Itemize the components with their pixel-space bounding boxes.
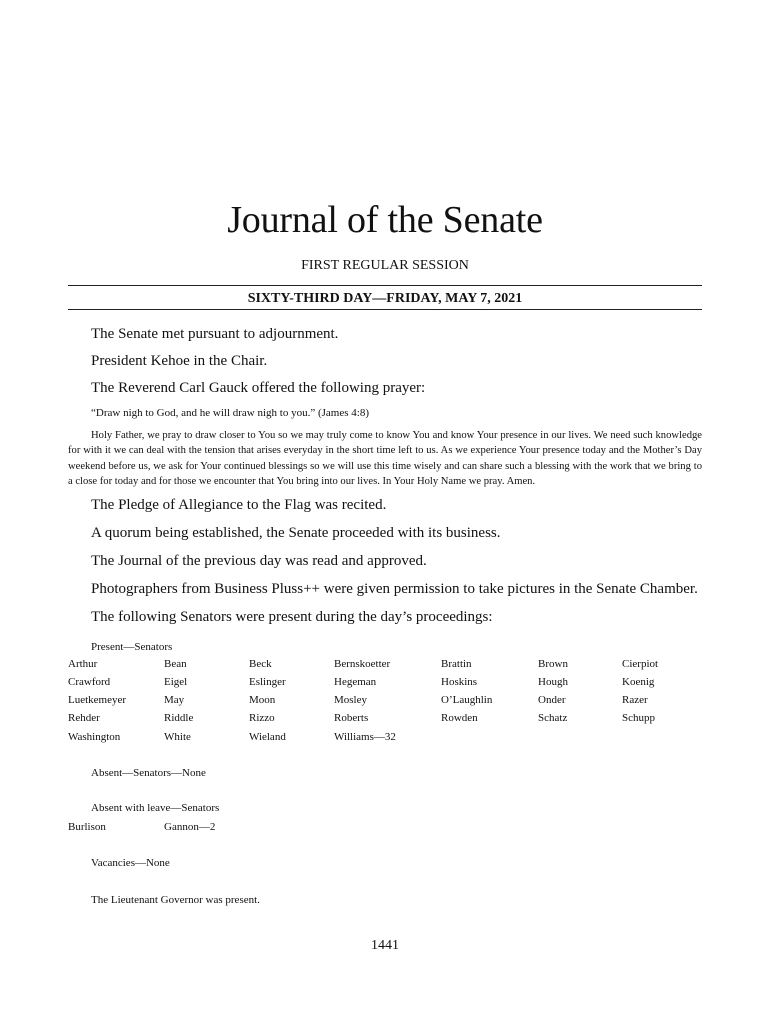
senator-name: Hegeman	[334, 676, 377, 688]
senator-name: Roberts	[334, 712, 369, 724]
senator-name: Schupp	[622, 712, 655, 724]
journal-title: Journal of the Senate	[227, 199, 543, 241]
senator-name: Eslinger	[249, 676, 286, 688]
page-number: 1441	[371, 938, 399, 953]
senator-name: Williams—32	[334, 731, 396, 743]
senator-name: Gannon—2	[164, 821, 216, 833]
senator-name: White	[164, 731, 191, 743]
senator-name: Mosley	[334, 694, 367, 706]
senator-name: Eigel	[164, 676, 188, 688]
senator-name: Hough	[538, 676, 568, 688]
senator-name: May	[164, 694, 185, 706]
vacancies-line: Vacancies—None	[91, 857, 170, 869]
prayer-verse: “Draw nigh to God, and he will draw nigh to you.” (James 4:8)	[91, 407, 369, 419]
senator-name: Beck	[249, 658, 272, 670]
quorum-text: A quorum being established, the Senate proceeded with its business.	[91, 525, 501, 541]
present-heading: Present—Senators	[91, 641, 173, 653]
senator-name: Rizzo	[249, 712, 275, 724]
pledge-text: The Pledge of Allegiance to the Flag was recited.	[91, 497, 387, 513]
senator-name: Cierpiot	[622, 658, 659, 670]
senator-name: O’Laughlin	[441, 694, 493, 706]
senator-name: Bean	[164, 658, 187, 670]
lt-governor-line: The Lieutenant Governor was present.	[91, 894, 260, 906]
senator-name: Riddle	[164, 712, 194, 724]
senator-name: Onder	[538, 694, 566, 706]
day-heading: SIXTY-THIRD DAY—FRIDAY, MAY 7, 2021	[247, 291, 523, 306]
senator-name: Razer	[622, 694, 648, 706]
session-name: FIRST REGULAR SESSION	[301, 258, 469, 273]
senator-name: Brattin	[441, 658, 472, 670]
senator-name: Brown	[538, 658, 568, 670]
opening-chair: President Kehoe in the Chair.	[91, 353, 268, 369]
senator-name: Bernskoetter	[334, 658, 391, 670]
senator-name: Schatz	[538, 712, 568, 724]
opening-adjournment: The Senate met pursuant to adjournment.	[91, 326, 339, 342]
senator-name: Wieland	[249, 731, 286, 743]
senator-name: Luetkemeyer	[68, 694, 127, 706]
senator-name: Moon	[249, 694, 276, 706]
bottom-rule	[68, 309, 702, 310]
senator-name: Washington	[68, 731, 121, 743]
senator-name: Rowden	[441, 712, 478, 724]
senator-name: Koenig	[622, 676, 655, 688]
senator-name: Rehder	[68, 712, 100, 724]
journal-approved-text: The Journal of the previous day was read and approved.	[91, 553, 427, 569]
absent-line: Absent—Senators—None	[91, 767, 206, 779]
absent-leave-heading: Absent with leave—Senators	[91, 802, 220, 814]
prayer-body: Holy Father, we pray to draw closer to You so we may truly come to know You and know Your presence in our lives. We need such knowledge for with it we can deal with the tension that arises everyday in the short time left to us. As we experience Your presence today and the Mother’s Day weekend before us, we ask for Your continued blessings so we will use this time wisely and can share such a blessing with the work that we bring to a close for today and for those we encounter that You bring into our lives. In Your Holy Name we pray. Amen.	[68, 430, 702, 487]
senators-present-intro: The following Senators were present during the day’s proceedings:	[91, 609, 493, 625]
senator-name: Burlison	[68, 821, 106, 833]
senator-name: Crawford	[68, 676, 111, 688]
opening-prayer-intro: The Reverend Carl Gauck offered the following prayer:	[91, 380, 426, 396]
senator-name: Hoskins	[441, 676, 478, 688]
photographers-text: Photographers from Business Pluss++ were given permission to take pictures in the Senate Chamber.	[91, 581, 698, 597]
senator-name: Arthur	[68, 658, 98, 670]
top-rule	[68, 285, 702, 286]
